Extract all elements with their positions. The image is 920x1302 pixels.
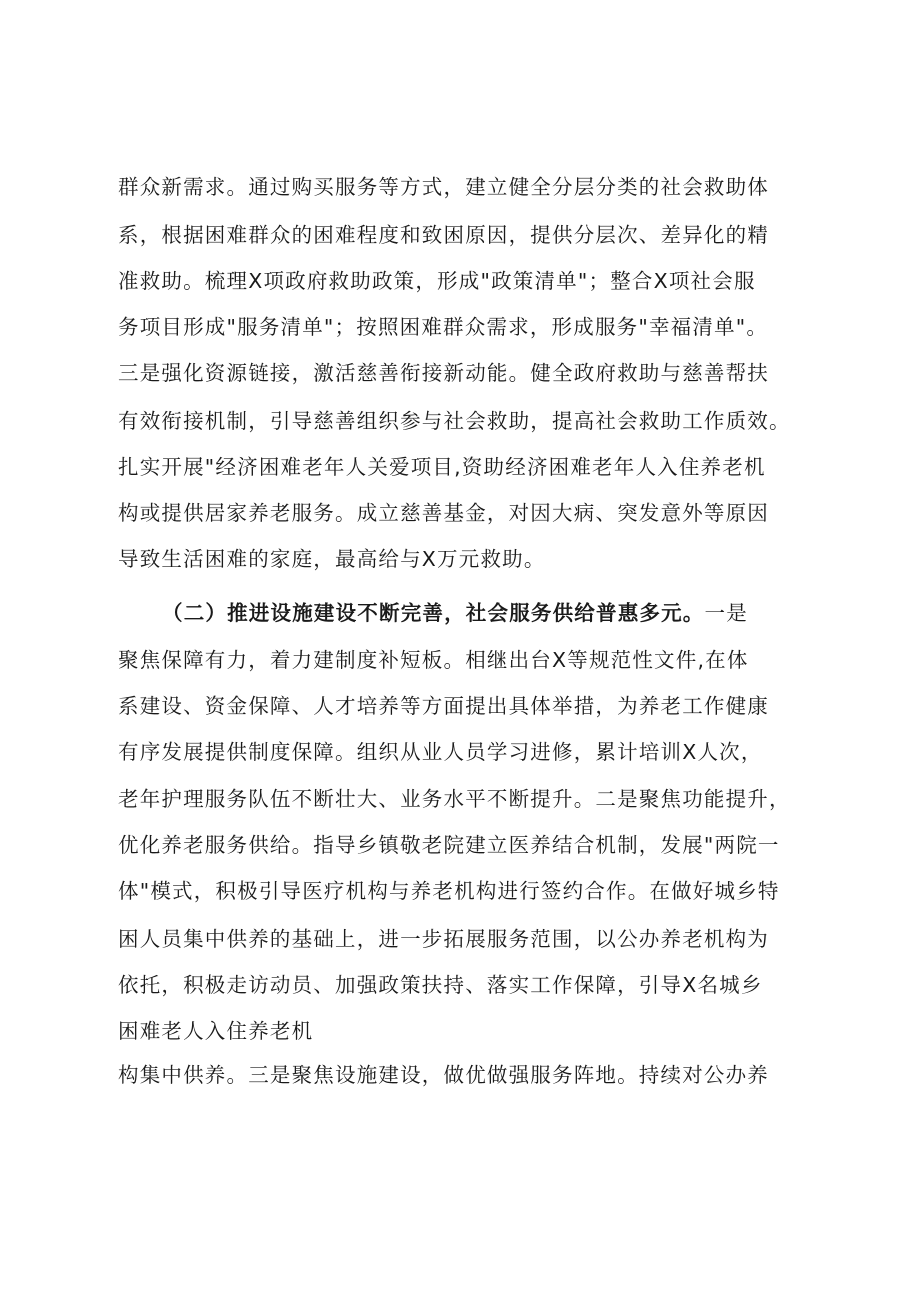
paragraph-line: 优化养老服务供给。指导乡镇敬老院建立医养结合机制，发展"两院一 (118, 833, 780, 857)
paragraph-line: 有序发展提供制度保障。组织从业人员学习进修，累计培训X人次， (118, 740, 763, 764)
paragraph-line: 群众新需求。通过购买服务等方式，建立健全分层分类的社会救助体 (118, 175, 769, 199)
paragraph-line: 三是强化资源链接，激活慈善衔接新动能。健全政府救助与慈善帮扶 (118, 361, 769, 385)
section-heading-tail: 一是 (704, 601, 748, 625)
paragraph-line: 聚焦保障有力，着力建制度补短板。相继出台X等规范性文件,在体 (118, 648, 749, 672)
paragraph-line: 有效衔接机制，引导慈善组织参与社会救助，提高社会救助工作质效。 (118, 409, 791, 433)
paragraph-line: 系建设、资金保障、人才培养等方面提出具体举措，为养老工作健康 (118, 694, 769, 718)
paragraph-line: 老年护理服务队伍不断壮大、业务水平不断提升。二是聚焦功能提升， (118, 787, 791, 811)
paragraph-line: 务项目形成"服务清单"；按照困难群众需求，形成服务"幸福清单"。 (118, 315, 769, 339)
paragraph-line: 困难老人入住养老机 (118, 1019, 314, 1043)
paragraph-line: 构或提供居家养老服务。成立慈善基金，对因大病、突发意外等原因 (118, 501, 769, 525)
paragraph-line: 导致生活困难的家庭，最高给与X万元救助。 (118, 547, 546, 571)
section-heading-line (162, 598, 872, 628)
paragraph-line: 准救助。梳理X项政府救助政策，形成"政策清单"；整合X项社会服 (118, 269, 756, 293)
section-heading: （二）推进设施建设不断完善，社会服务供给普惠多元。 (162, 601, 705, 625)
paragraph-line: 扎实开展"经济困难老年人关爱项目,资助经济困难老年人入住养老机 (118, 455, 766, 479)
paragraph-line: 体"模式，积极引导医疗机构与养老机构进行签约合作。在做好城乡特 (118, 879, 780, 903)
paragraph-line: 构集中供养。三是聚焦设施建设，做优做强服务阵地。持续对公办养 (118, 1063, 769, 1087)
paragraph-line: 困人员集中供养的基础上，进一步拓展服务范围，以公办养老机构为 (118, 927, 769, 951)
paragraph-line: 依托，积极走访动员、加强政策扶持、落实工作保障，引导X名城乡 (118, 973, 763, 997)
paragraph-line: 系，根据困难群众的困难程度和致困原因，提供分层次、差异化的精 (118, 223, 769, 247)
